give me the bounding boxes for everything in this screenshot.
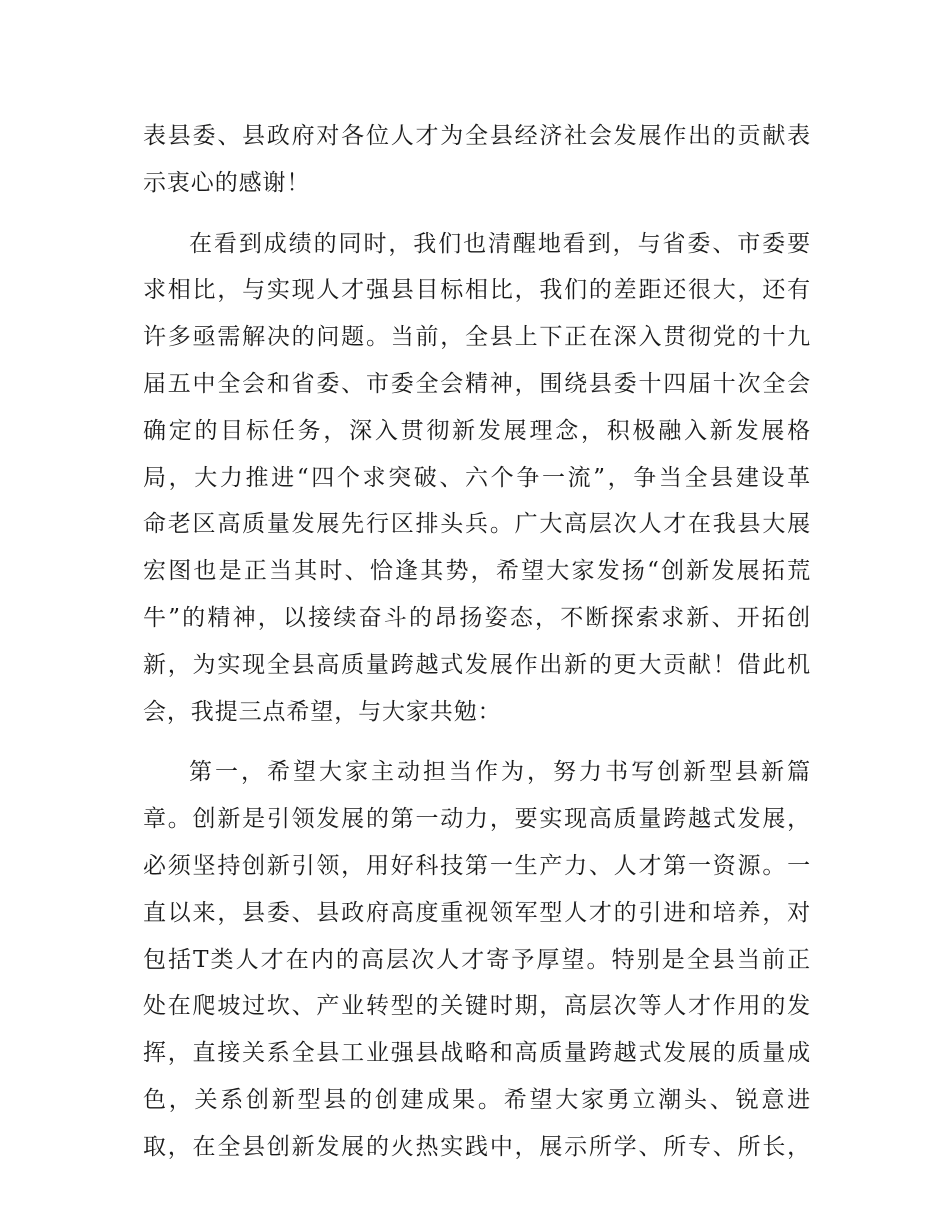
text-line: 在看到成绩的同时，我们也清醒地看到，与省委、市委要: [189, 230, 811, 257]
text-line: 第一，希望大家主动担当作为，努力书写创新型县新篇: [189, 759, 811, 786]
text-line: 取，在全县创新发展的火热实践中，展示所学、所专、所长，: [143, 1133, 811, 1160]
text-line: 确定的目标任务，深入贯彻新发展理念，积极融入新发展格: [143, 417, 811, 444]
text-line: 包括T类人才在内的高层次人才寄予厚望。特别是全县当前正: [143, 946, 811, 973]
text-line: 牛”的精神，以接续奋斗的昂扬姿态，不断探索求新、开拓创: [143, 604, 811, 631]
text-line: 必须坚持创新引领，用好科技第一生产力、人才第一资源。一: [143, 852, 811, 879]
text-line: 表县委、县政府对各位人才为全县经济社会发展作出的贡献表: [143, 123, 811, 149]
text-line: 示衷心的感谢！: [143, 169, 311, 196]
text-line: 宏图也是正当其时、恰逢其势，希望大家发扬“创新发展拓荒: [143, 558, 811, 585]
text-line: 直以来，县委、县政府高度重视领军型人才的引进和培养，对: [143, 899, 811, 926]
text-line: 会，我提三点希望，与大家共勉：: [143, 698, 502, 725]
text-line: 求相比，与实现人才强县目标相比，我们的差距还很大，还有: [143, 277, 811, 304]
text-line: 处在爬坡过坎、产业转型的关键时期，高层次等人才作用的发: [143, 993, 811, 1020]
text-line: 章。创新是引领发展的第一动力，要实现高质量跨越式发展，: [143, 806, 811, 833]
paragraph-closing-thanks: [143, 113, 811, 207]
text-line: 局，大力推进“四个求突破、六个争一流”，争当全县建设革: [143, 464, 811, 491]
text-line: 届五中全会和省委、市委全会精神，围绕县委十四届十次全会: [143, 370, 811, 397]
text-line: 命老区高质量发展先行区排头兵。广大高层次人才在我县大展: [143, 511, 811, 538]
text-line: 挥，直接关系全县工业强县战略和高质量跨越式发展的质量成: [143, 1040, 811, 1067]
text-line: 新，为实现全县高质量跨越式发展作出新的更大贡献！借此机: [143, 651, 811, 678]
document-body: [143, 113, 811, 1171]
paragraph-hope-one: [143, 749, 811, 1170]
text-line: 色，关系创新型县的创建成果。希望大家勇立潮头、锐意进: [143, 1086, 811, 1113]
paragraph-situation: [143, 221, 811, 736]
text-line: 许多亟需解决的问题。当前，全县上下正在深入贯彻党的十九: [143, 324, 811, 351]
